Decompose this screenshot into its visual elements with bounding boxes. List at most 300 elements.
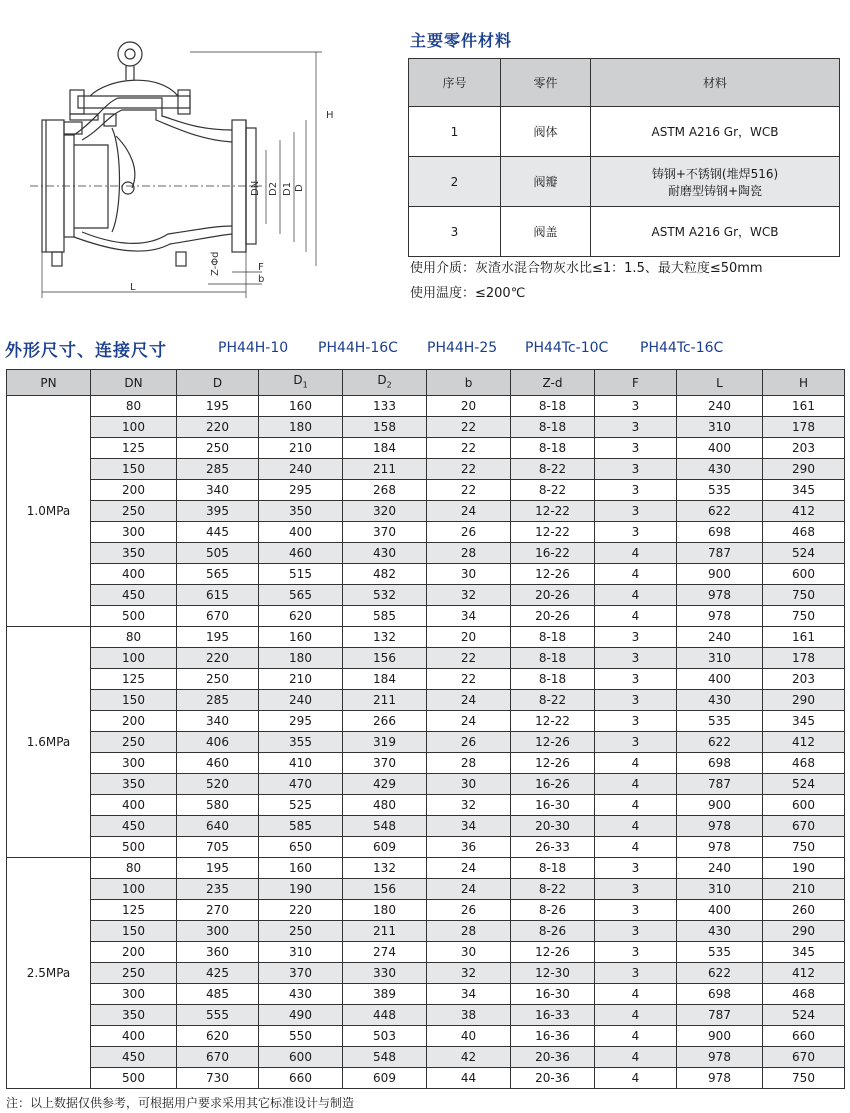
table-cell: 240: [677, 858, 763, 879]
table-cell: 350: [91, 774, 177, 795]
table-cell: 600: [763, 795, 845, 816]
table-cell: 565: [177, 564, 259, 585]
table-cell: 468: [763, 522, 845, 543]
table-cell: 20-30: [511, 816, 595, 837]
table-row: [7, 921, 845, 942]
table-cell: 548: [343, 816, 427, 837]
table-cell: 585: [259, 816, 343, 837]
table-cell: 16-33: [511, 1005, 595, 1026]
table-cell: 300: [91, 522, 177, 543]
table-cell: 525: [259, 795, 343, 816]
table-cell: 730: [177, 1068, 259, 1089]
table-cell: 340: [177, 711, 259, 732]
table-cell: 622: [677, 732, 763, 753]
table-cell: 389: [343, 984, 427, 1005]
table-cell: 16-36: [511, 1026, 595, 1047]
table-cell: 8-18: [511, 669, 595, 690]
table-cell: 310: [677, 417, 763, 438]
table-cell: 24: [427, 858, 511, 879]
table-cell: 38: [427, 1005, 511, 1026]
table-cell: 160: [259, 858, 343, 879]
table-cell: 20-26: [511, 585, 595, 606]
table-cell: 555: [177, 1005, 259, 1026]
table-row: [7, 753, 845, 774]
table-cell: 16-30: [511, 984, 595, 1005]
table-row: [7, 774, 845, 795]
table-row: [7, 690, 845, 711]
table-cell: 445: [177, 522, 259, 543]
table-cell: 640: [177, 816, 259, 837]
table-cell: 310: [677, 879, 763, 900]
table-cell: 150: [91, 459, 177, 480]
table-cell: 345: [763, 480, 845, 501]
table-cell: 132: [343, 858, 427, 879]
table-row: [7, 711, 845, 732]
table-cell: 520: [177, 774, 259, 795]
table-cell: 978: [677, 1047, 763, 1068]
table-cell: 8-22: [511, 879, 595, 900]
table-cell: 8-18: [511, 396, 595, 417]
table-cell: 3: [595, 690, 677, 711]
table-cell: 42: [427, 1047, 511, 1068]
table-cell: 100: [91, 417, 177, 438]
table-cell: 3: [595, 396, 677, 417]
dim-header-d2-sub: 2: [386, 380, 392, 390]
table-cell: 3: [595, 522, 677, 543]
table-cell: 370: [343, 753, 427, 774]
table-cell: 200: [91, 480, 177, 501]
table-cell: 978: [677, 1068, 763, 1089]
table-cell: 340: [177, 480, 259, 501]
table-cell: 524: [763, 1005, 845, 1026]
table-row: [7, 438, 845, 459]
table-cell: 750: [763, 837, 845, 858]
table-cell: 4: [595, 1005, 677, 1026]
table-cell: 295: [259, 480, 343, 501]
table-cell: 978: [677, 816, 763, 837]
table-cell: 22: [427, 648, 511, 669]
table-cell: 40: [427, 1026, 511, 1047]
table-cell: 395: [177, 501, 259, 522]
dim-label-D: D: [294, 184, 305, 192]
table-cell: 470: [259, 774, 343, 795]
materials-row: [409, 157, 840, 207]
model-label: PH44H-10: [218, 340, 289, 356]
table-cell: 20: [427, 396, 511, 417]
table-cell: 8-18: [511, 648, 595, 669]
table-cell: 12-22: [511, 522, 595, 543]
table-cell: 535: [677, 480, 763, 501]
table-cell: 8-22: [511, 690, 595, 711]
table-cell: 36: [427, 837, 511, 858]
table-cell: 448: [343, 1005, 427, 1026]
table-cell: 28: [427, 543, 511, 564]
table-cell: 450: [91, 816, 177, 837]
table-cell: 211: [343, 921, 427, 942]
dim-label-D1: D1: [282, 181, 293, 196]
pn-cell: 1.0MPa: [7, 396, 91, 627]
table-row: [7, 648, 845, 669]
table-cell: 900: [677, 564, 763, 585]
table-cell: 200: [91, 942, 177, 963]
table-cell: 160: [259, 396, 343, 417]
table-cell: 3: [595, 921, 677, 942]
table-cell: 430: [259, 984, 343, 1005]
table-cell: 274: [343, 942, 427, 963]
table-cell: 787: [677, 774, 763, 795]
pn-cell: 1.6MPa: [7, 627, 91, 858]
table-row: [7, 606, 845, 627]
table-cell: 250: [91, 732, 177, 753]
table-cell: 400: [259, 522, 343, 543]
table-cell: 524: [763, 543, 845, 564]
table-cell: 515: [259, 564, 343, 585]
table-cell: 400: [677, 438, 763, 459]
table-cell: 12-22: [511, 501, 595, 522]
table-cell: 400: [91, 795, 177, 816]
table-cell: 178: [763, 648, 845, 669]
table-cell: 400: [677, 669, 763, 690]
table-cell: 16-22: [511, 543, 595, 564]
table-cell: 8-18: [511, 858, 595, 879]
footnote: 注：以上数据仅供参考，可根据用户要求采用其它标准设计与制造: [6, 1096, 355, 1110]
model-label: PH44H-16C: [318, 340, 398, 356]
dim-header-d: D: [177, 370, 259, 396]
materials-no: 3: [409, 207, 501, 257]
table-cell: 410: [259, 753, 343, 774]
table-cell: 180: [259, 417, 343, 438]
table-cell: 4: [595, 837, 677, 858]
table-cell: 22: [427, 669, 511, 690]
table-cell: 295: [259, 711, 343, 732]
table-cell: 132: [343, 627, 427, 648]
table-cell: 698: [677, 984, 763, 1005]
dim-label-F: F: [258, 262, 264, 273]
table-cell: 670: [177, 606, 259, 627]
table-cell: 406: [177, 732, 259, 753]
table-cell: 400: [677, 900, 763, 921]
table-cell: 3: [595, 480, 677, 501]
table-cell: 3: [595, 417, 677, 438]
table-cell: 22: [427, 459, 511, 480]
table-cell: 24: [427, 711, 511, 732]
table-cell: 16-26: [511, 774, 595, 795]
table-cell: 565: [259, 585, 343, 606]
table-cell: 12-26: [511, 732, 595, 753]
materials-part: 阀体: [501, 107, 591, 157]
table-row: [7, 396, 845, 417]
table-row: [7, 459, 845, 480]
table-cell: 24: [427, 690, 511, 711]
table-cell: 503: [343, 1026, 427, 1047]
table-cell: 240: [677, 627, 763, 648]
table-cell: 615: [177, 585, 259, 606]
table-cell: 203: [763, 438, 845, 459]
table-cell: 450: [91, 585, 177, 606]
table-cell: 8-18: [511, 417, 595, 438]
table-cell: 180: [259, 648, 343, 669]
table-cell: 26: [427, 900, 511, 921]
materials-table: [408, 58, 840, 257]
table-cell: 22: [427, 438, 511, 459]
table-cell: 240: [677, 396, 763, 417]
table-cell: 548: [343, 1047, 427, 1068]
materials-material: [591, 157, 840, 207]
table-cell: 80: [91, 396, 177, 417]
table-cell: 4: [595, 795, 677, 816]
table-cell: 450: [91, 1047, 177, 1068]
table-cell: 650: [259, 837, 343, 858]
dim-header-pn: PN: [7, 370, 91, 396]
table-cell: 250: [91, 963, 177, 984]
table-cell: 460: [177, 753, 259, 774]
table-cell: 195: [177, 627, 259, 648]
table-cell: 32: [427, 963, 511, 984]
table-cell: 26: [427, 732, 511, 753]
table-cell: 4: [595, 564, 677, 585]
table-cell: 268: [343, 480, 427, 501]
table-cell: 270: [177, 900, 259, 921]
dimensions-header-row: [7, 370, 845, 396]
table-cell: 8-26: [511, 921, 595, 942]
table-cell: 20-26: [511, 606, 595, 627]
table-cell: 4: [595, 585, 677, 606]
table-cell: 400: [91, 564, 177, 585]
table-cell: 12-30: [511, 963, 595, 984]
table-cell: 150: [91, 690, 177, 711]
model-label: PH44Tc-10C: [525, 340, 609, 356]
materials-material-line: 耐磨型铸钢+陶瓷: [667, 183, 763, 198]
table-cell: 524: [763, 774, 845, 795]
table-cell: 8-18: [511, 627, 595, 648]
table-row: [7, 1068, 845, 1089]
materials-material-line: 铸钢+不锈钢(堆焊516): [651, 166, 779, 181]
table-cell: 125: [91, 900, 177, 921]
model-label: PH44H-25: [427, 340, 498, 356]
table-cell: 370: [259, 963, 343, 984]
table-cell: 34: [427, 606, 511, 627]
table-cell: 787: [677, 543, 763, 564]
table-cell: 44: [427, 1068, 511, 1089]
dim-label-b: b: [258, 274, 265, 285]
table-cell: 670: [177, 1047, 259, 1068]
materials-header-no: 序号: [409, 59, 501, 107]
table-cell: 8-22: [511, 480, 595, 501]
table-cell: 22: [427, 417, 511, 438]
table-cell: 430: [343, 543, 427, 564]
table-cell: 161: [763, 627, 845, 648]
dim-label-DN: DN: [250, 180, 261, 196]
table-row: [7, 627, 845, 648]
pn-cell: 2.5MPa: [7, 858, 91, 1089]
table-cell: 180: [343, 900, 427, 921]
table-row: [7, 984, 845, 1005]
table-cell: 150: [91, 921, 177, 942]
table-cell: 350: [259, 501, 343, 522]
dim-header-b: b: [427, 370, 511, 396]
table-cell: 26-33: [511, 837, 595, 858]
table-cell: 532: [343, 585, 427, 606]
table-cell: 4: [595, 774, 677, 795]
table-cell: 345: [763, 711, 845, 732]
table-cell: 535: [677, 942, 763, 963]
dim-header-h: H: [763, 370, 845, 396]
table-cell: 32: [427, 585, 511, 606]
table-row: [7, 501, 845, 522]
table-cell: 12-22: [511, 711, 595, 732]
table-cell: 3: [595, 732, 677, 753]
table-cell: 468: [763, 753, 845, 774]
table-row: [7, 1047, 845, 1068]
model-label: PH44Tc-16C: [640, 340, 724, 356]
materials-no: 1: [409, 107, 501, 157]
dim-label-L: L: [130, 282, 136, 293]
table-cell: 250: [177, 438, 259, 459]
table-cell: 34: [427, 816, 511, 837]
table-cell: 100: [91, 879, 177, 900]
materials-header-material: 材料: [591, 59, 840, 107]
table-row: [7, 879, 845, 900]
table-row: [7, 585, 845, 606]
table-cell: 4: [595, 816, 677, 837]
table-cell: 535: [677, 711, 763, 732]
table-cell: 211: [343, 690, 427, 711]
table-cell: 133: [343, 396, 427, 417]
dim-label-z-phi-d: Z-Φd: [210, 251, 221, 276]
table-cell: 787: [677, 1005, 763, 1026]
temperature-note: 使用温度：≤200℃: [410, 286, 526, 301]
table-cell: 220: [177, 417, 259, 438]
materials-header-part: 零件: [501, 59, 591, 107]
table-cell: 300: [91, 753, 177, 774]
table-cell: 550: [259, 1026, 343, 1047]
dim-header-dn: DN: [91, 370, 177, 396]
table-cell: 485: [177, 984, 259, 1005]
table-cell: 156: [343, 879, 427, 900]
table-cell: 412: [763, 501, 845, 522]
table-cell: 345: [763, 942, 845, 963]
table-cell: 250: [259, 921, 343, 942]
table-cell: 4: [595, 753, 677, 774]
table-cell: 600: [763, 564, 845, 585]
table-cell: 195: [177, 858, 259, 879]
table-cell: 290: [763, 459, 845, 480]
table-cell: 500: [91, 837, 177, 858]
table-cell: 200: [91, 711, 177, 732]
table-cell: 220: [259, 900, 343, 921]
table-cell: 235: [177, 879, 259, 900]
table-cell: 4: [595, 984, 677, 1005]
table-cell: 670: [763, 816, 845, 837]
table-cell: 156: [343, 648, 427, 669]
table-cell: 195: [177, 396, 259, 417]
table-row: [7, 1026, 845, 1047]
materials-row: [409, 107, 840, 157]
table-cell: 3: [595, 711, 677, 732]
table-cell: 266: [343, 711, 427, 732]
table-cell: 30: [427, 774, 511, 795]
table-cell: 750: [763, 1068, 845, 1089]
table-row: [7, 417, 845, 438]
table-cell: 978: [677, 837, 763, 858]
table-cell: 8-18: [511, 438, 595, 459]
table-cell: 4: [595, 1047, 677, 1068]
table-cell: 30: [427, 942, 511, 963]
table-cell: 160: [259, 627, 343, 648]
table-cell: 24: [427, 501, 511, 522]
table-cell: 698: [677, 753, 763, 774]
table-cell: 3: [595, 669, 677, 690]
table-cell: 184: [343, 438, 427, 459]
table-cell: 425: [177, 963, 259, 984]
table-cell: 620: [177, 1026, 259, 1047]
table-cell: 28: [427, 753, 511, 774]
table-cell: 4: [595, 606, 677, 627]
table-cell: 310: [259, 942, 343, 963]
table-cell: 978: [677, 585, 763, 606]
table-cell: 900: [677, 1026, 763, 1047]
table-cell: 490: [259, 1005, 343, 1026]
table-cell: 3: [595, 501, 677, 522]
table-cell: 620: [259, 606, 343, 627]
table-row: [7, 669, 845, 690]
table-cell: 26: [427, 522, 511, 543]
table-cell: 80: [91, 858, 177, 879]
table-cell: 430: [677, 690, 763, 711]
table-cell: 609: [343, 837, 427, 858]
table-row: [7, 522, 845, 543]
table-cell: 482: [343, 564, 427, 585]
table-cell: 3: [595, 648, 677, 669]
dim-header-zd: Z-d: [511, 370, 595, 396]
table-cell: 622: [677, 963, 763, 984]
table-row: [7, 564, 845, 585]
table-cell: 4: [595, 543, 677, 564]
table-cell: 4: [595, 1068, 677, 1089]
table-cell: 320: [343, 501, 427, 522]
table-cell: 285: [177, 459, 259, 480]
table-cell: 260: [763, 900, 845, 921]
table-cell: 750: [763, 585, 845, 606]
table-cell: 250: [91, 501, 177, 522]
table-cell: 705: [177, 837, 259, 858]
table-cell: 698: [677, 522, 763, 543]
table-cell: 360: [177, 942, 259, 963]
table-row: [7, 837, 845, 858]
materials-material: ASTM A216 Gr，WCB: [591, 107, 840, 157]
dim-label-D2: D2: [268, 181, 279, 196]
materials-part: 阀盖: [501, 207, 591, 257]
table-cell: 670: [763, 1047, 845, 1068]
table-cell: 290: [763, 921, 845, 942]
table-row: [7, 732, 845, 753]
table-cell: 8-22: [511, 459, 595, 480]
table-cell: 20-36: [511, 1047, 595, 1068]
table-cell: 8-26: [511, 900, 595, 921]
table-cell: 285: [177, 690, 259, 711]
table-cell: 3: [595, 459, 677, 480]
table-cell: 32: [427, 795, 511, 816]
table-cell: 125: [91, 669, 177, 690]
table-cell: 350: [91, 1005, 177, 1026]
table-cell: 412: [763, 963, 845, 984]
dim-header-f: F: [595, 370, 677, 396]
materials-row: [409, 207, 840, 257]
table-cell: 600: [259, 1047, 343, 1068]
table-cell: 250: [177, 669, 259, 690]
table-cell: 34: [427, 984, 511, 1005]
dimensions-table: [6, 369, 845, 1089]
